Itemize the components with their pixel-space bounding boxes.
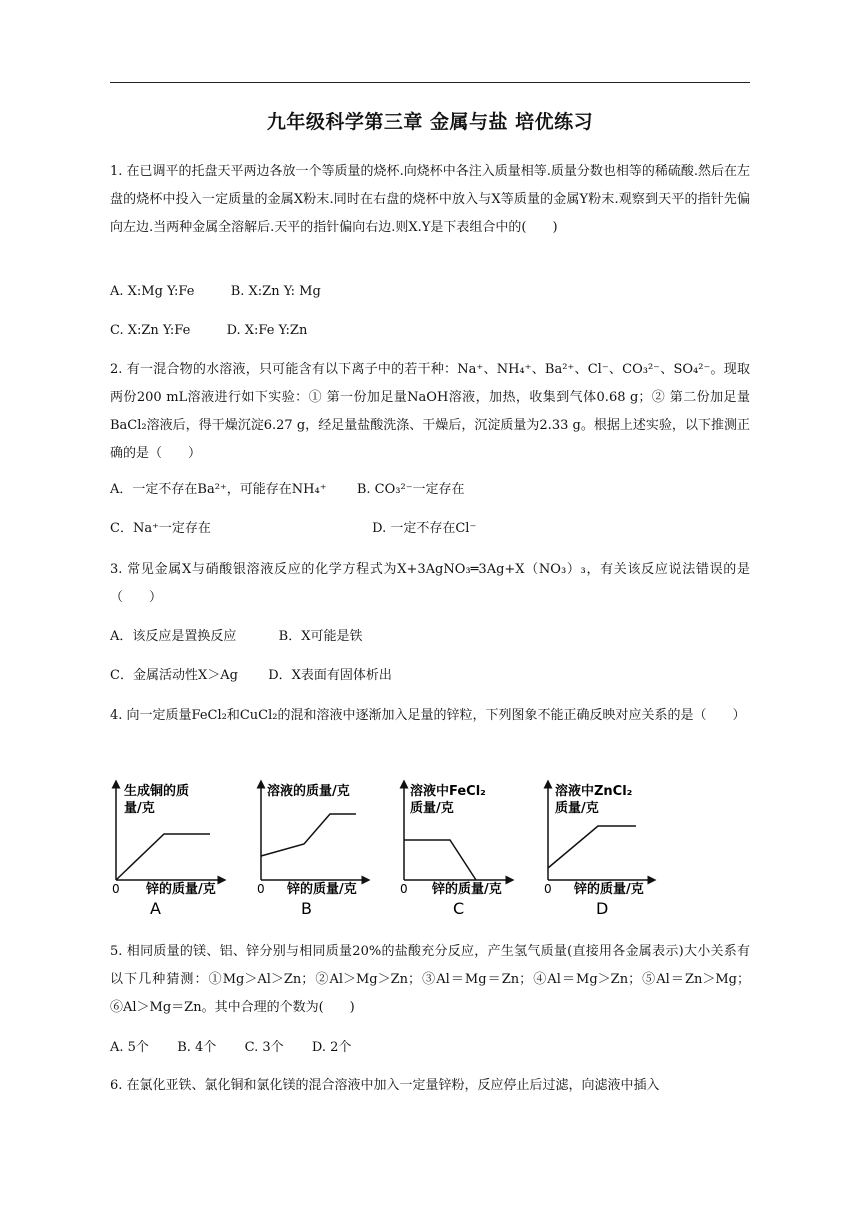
- q5-option-c: C. 3个: [244, 1040, 284, 1055]
- q2-option-d: D. 一定不存在Cl⁻: [372, 521, 477, 536]
- graph-d-origin: 0: [544, 882, 552, 896]
- question-2-options-row-1: [110, 480, 750, 500]
- q2-text-part-2: 现取两份200 mL溶液进行如下实验：① 第一份加足量NaOH溶液，加热，收集到气体0.68 g；② 第二份加足量BaCl₂溶液后，得干燥沉淀6.27 g，经足量盐酸洗涤、干燥后，沉淀质量为2.33 g。根据上述实验，以下推测正确的是（ ）: [110, 362, 750, 461]
- q1-option-d: D. X:Fe Y:Zn: [226, 323, 308, 338]
- graph-a-origin: 0: [112, 882, 120, 896]
- question-6-text: 6. 在氯化亚铁、氯化铜和氯化镁的混合溶液中加入一定量锌粉，反应停止后过滤，向滤液中插入: [110, 1078, 660, 1093]
- q5-option-d: D. 2个: [311, 1040, 352, 1055]
- graph-d-letter: D: [596, 899, 609, 918]
- q2-option-c: C．Na⁺一定存在: [110, 521, 211, 536]
- graph-b-origin: 0: [257, 882, 265, 896]
- graph-b-ylabel-line-1: 溶液的质量/克: [267, 784, 350, 799]
- graph-a-xlabel: 锌的质量/克: [146, 882, 216, 897]
- graph-c-ylabel-line-1: 溶液中FeCl₂: [410, 784, 486, 799]
- graph-d-xlabel: 锌的质量/克: [574, 882, 644, 897]
- question-3-text: 3. 常见金属X与硝酸银溶液反应的化学方程式为X+3AgNO₃═3Ag+X（NO₃）₃，有关该反应说法错误的是（ ）: [110, 562, 750, 605]
- q2-option-a: A．一定不存在Ba²⁺，可能存在NH₄⁺: [110, 482, 327, 497]
- graph-a-ylabel-line-2: 量/克: [124, 801, 155, 816]
- graph-c-xlabel: 锌的质量/克: [432, 882, 502, 897]
- q5-option-b: B. 4个: [177, 1040, 217, 1055]
- graph-a: [112, 783, 222, 918]
- question-1-text: 1. 在已调平的托盘天平两边各放一个等质量的烧杯.向烧杯中各注入质量相等.质量分数也相等的稀硫酸.然后在左盘的烧杯中投入一定质量的金属X粉末.同时在右盘的烧杯中放入与X等质量的金属Y粉末.观察到天平的指针先偏向左边.当两种金属全溶解后.天平的指针偏向右边.则X.Y是下表组合中的( ): [110, 164, 750, 235]
- graph-d-ylabel-line-2: 质量/克: [555, 801, 599, 816]
- header-rule: [110, 82, 750, 83]
- graph-d-curve: [548, 826, 636, 868]
- graph-b-curve: [261, 814, 356, 856]
- graph-d: [544, 783, 652, 918]
- q1-option-b: B. X:Zn Y: Mg: [230, 284, 321, 299]
- question-5-options-row: [110, 1038, 750, 1058]
- q3-option-c: C．金属活动性X＞Ag: [110, 668, 238, 683]
- graph-a-ylabel-line-1: 生成铜的质: [124, 784, 190, 799]
- graph-c-curve: [404, 840, 476, 880]
- q2-ion-list: Na⁺、NH₄⁺、Ba²⁺、Cl⁻、CO₃²⁻、SO₄²⁻。: [457, 362, 724, 377]
- graph-c-letter: C: [453, 899, 465, 918]
- question-4-graphs: [104, 772, 664, 922]
- question-1-options-row-2: [110, 321, 750, 341]
- question-2-options-row-2: [110, 519, 750, 539]
- page-title: 九年级科学第三章 金属与盐 培优练习: [266, 111, 594, 133]
- q3-option-a: A．该反应是置换反应: [110, 629, 237, 644]
- question-5-text: 5. 相同质量的镁、铝、锌分别与相同质量20%的盐酸充分反应，产生氢气质量(直接用各金属表示)大小关系有以下几种猜测：①Mg＞Al＞Zn；②Al＞Mg＞Zn；③Al＝Mg＝Zn；④Al＝Mg＞Zn；⑤Al＝Zn＞Mg；⑥Al＞Mg＝Zn。其中合理的个数为( ): [110, 944, 750, 1015]
- question-2-text: [110, 356, 750, 468]
- graph-b-xlabel: 锌的质量/克: [287, 882, 357, 897]
- question-3-options-row-1: [110, 627, 750, 647]
- graph-d-ylabel-line-1: 溶液中ZnCl₂: [555, 784, 633, 799]
- graph-a-curve: [116, 834, 210, 880]
- graph-a-letter: A: [150, 899, 161, 918]
- question-4-text: 4. 向一定质量FeCl₂和CuCl₂的混和溶液中逐渐加入足量的锌粒，下列图象不能正确反映对应关系的是（ ）: [110, 708, 746, 723]
- graph-b: [257, 783, 366, 918]
- q1-option-c: C. X:Zn Y:Fe: [110, 323, 191, 338]
- graph-b-letter: B: [301, 899, 312, 918]
- q1-option-a: A. X:Mg Y:Fe: [110, 284, 195, 299]
- question-1-options-row-1: [110, 282, 750, 302]
- q3-option-d: D．X表面有固体析出: [268, 668, 392, 683]
- q5-option-a: A. 5个: [110, 1040, 149, 1055]
- graph-c: [400, 783, 510, 918]
- q2-text-part-1: 2. 有一混合物的水溶液，只可能含有以下离子中的若干种：: [110, 362, 458, 377]
- q3-option-b: B．X可能是铁: [278, 629, 363, 644]
- question-3-options-row-2: [110, 666, 750, 686]
- graph-c-ylabel-line-2: 质量/克: [410, 801, 454, 816]
- graph-c-origin: 0: [400, 882, 408, 896]
- q2-option-b: B. CO₃²⁻一定存在: [356, 482, 465, 497]
